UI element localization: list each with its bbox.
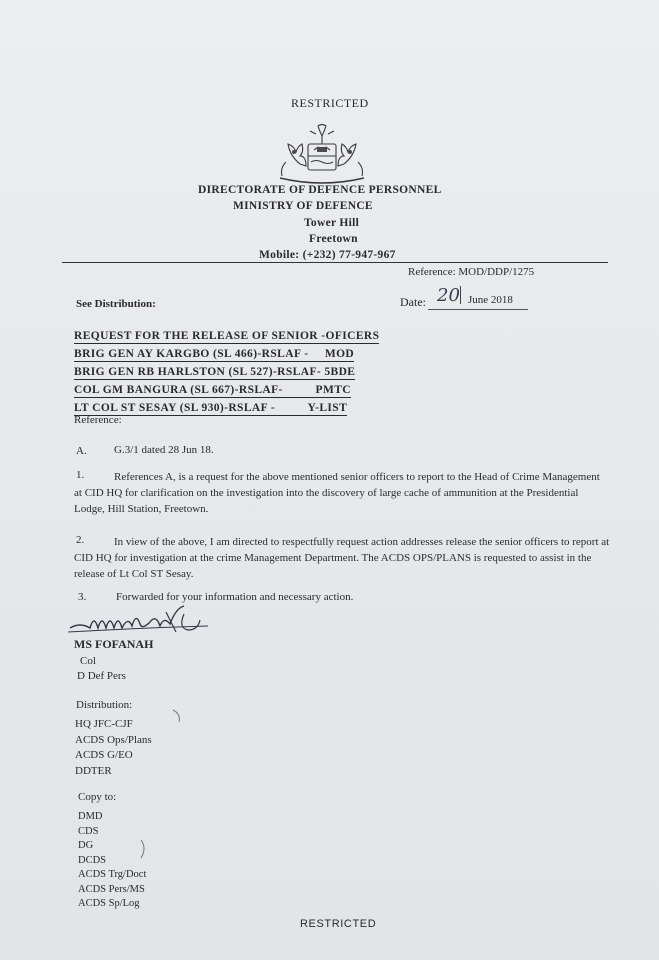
distribution-item: DDTER	[75, 764, 112, 777]
date-underline	[428, 309, 528, 310]
letterhead-address-2: Freetown	[309, 233, 358, 245]
copy-to-item: CDS	[78, 825, 99, 837]
signatory-rank: Col	[80, 655, 96, 667]
see-distribution: See Distribution:	[76, 298, 156, 310]
ref-a-label: A.	[76, 445, 87, 457]
signatory-name: MS FOFANAH	[74, 637, 154, 651]
copy-to-item: ACDS Pers/MS	[78, 883, 145, 895]
distribution-heading: Distribution:	[76, 699, 133, 711]
letterhead-ministry: MINISTRY OF DEFENCE	[233, 200, 373, 212]
para-2-number: 2.	[76, 534, 85, 546]
distribution-list	[75, 717, 152, 779]
signatory-title: D Def Pers	[77, 670, 126, 682]
para-3-number: 3.	[78, 591, 87, 603]
date-bracket	[460, 286, 463, 304]
subject-line: REQUEST FOR THE RELEASE OF SENIOR -OFICERS	[74, 330, 380, 342]
letterhead-address-1: Tower Hill	[304, 217, 360, 229]
copy-to-item: DMD	[78, 811, 103, 822]
subject-line: BRIG GEN AY KARGBO (SL 466)-RSLAF - MOD	[74, 348, 355, 360]
pen-mark	[138, 838, 150, 860]
copy-to-item: DG	[78, 840, 94, 851]
letterhead-mobile: Mobile: (+232) 77-947-967	[259, 249, 396, 261]
subject-line: COL GM BANGURA (SL 667)-RSLAF- PMTC	[74, 384, 351, 396]
copy-to-heading: Copy to:	[78, 791, 117, 803]
paragraph-3: Forwarded for your information and necessary action.	[116, 591, 354, 603]
subject-line: LT COL ST SESAY (SL 930)-RSLAF - Y-LIST	[74, 402, 348, 414]
date-day-handwritten: 20	[437, 285, 460, 306]
distribution-item: ACDS G/EO	[75, 749, 133, 761]
subject-line: BRIG GEN RB HARLSTON (SL 527)-RSLAF- 5BDE	[74, 366, 356, 378]
paragraph-1: References A, is a request for the above mentioned senior officers to report to the Head of Crime Management at CID HQ for clarification on the investigation into the discovery of large cache of ammunition at the Presidential Lodge, Hill Station, Freetown.	[74, 471, 600, 515]
pen-mark	[170, 708, 186, 726]
copy-to-item: DCDS	[78, 854, 107, 866]
distribution-item: ACDS Ops/Plans	[75, 733, 152, 746]
subject-block	[74, 326, 414, 416]
copy-to-item: ACDS Trg/Doct	[78, 869, 147, 880]
copy-to-list	[78, 810, 146, 912]
date-label: Date:	[400, 295, 426, 309]
paragraph-2: In view of the above, I am directed to respectfully request action addresses release the senior officers to report at CID HQ for investigation at the crime Management Department. The ACDS OPS/PLANS is requested to assist in the release of Lt Col ST Sesay.	[74, 536, 610, 580]
reference-heading: Reference:	[74, 414, 122, 426]
copy-to-item: ACDS Sp/Log	[78, 898, 140, 909]
ref-a-text: G.3/1 dated 28 Jun 18.	[114, 444, 214, 456]
date-month-year: June 2018	[468, 294, 513, 306]
reference-number: Reference: MOD/DDP/1275	[408, 266, 535, 278]
para-1-number: 1.	[76, 469, 85, 481]
letterhead-directorate: DIRECTORATE OF DEFENCE PERSONNEL	[198, 184, 442, 196]
classification-top: RESTRICTED	[291, 96, 369, 110]
distribution-item: HQ JFC-CJF	[75, 718, 133, 730]
coat-of-arms-emblem	[270, 122, 374, 186]
classification-bottom: RESTRICTED	[300, 918, 377, 930]
header-divider	[62, 262, 608, 263]
